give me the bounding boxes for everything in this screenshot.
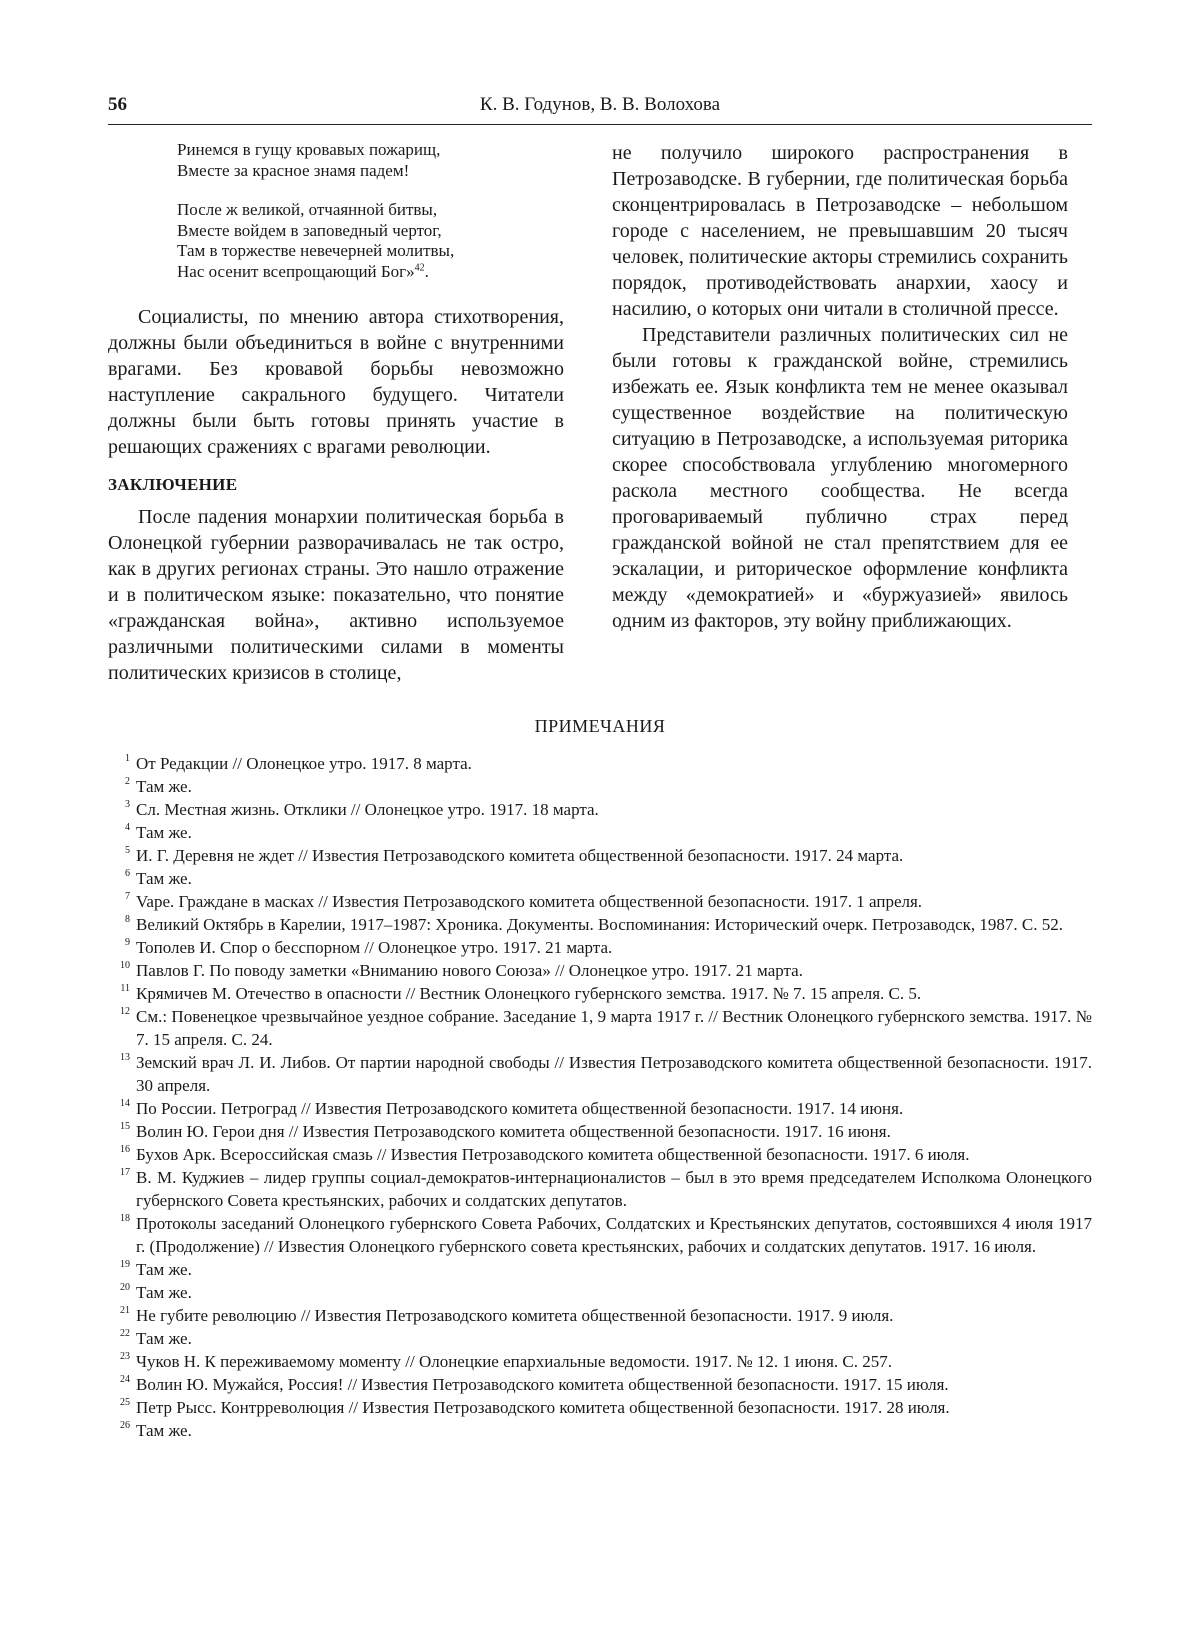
footnote-item	[108, 752, 1092, 775]
footnote-item	[108, 798, 1092, 821]
notes-list	[108, 752, 1092, 1442]
footnote-item	[108, 1327, 1092, 1350]
footnote-item	[108, 1166, 1092, 1212]
poem-line-end: .	[424, 261, 429, 281]
footnote-item	[108, 1212, 1092, 1258]
footnote-text: Не губите революцию // Известия Петрозаводского комитета общественной безопасности. 1917. 9 июля.	[136, 1306, 894, 1325]
footnote-number: 7	[125, 891, 130, 902]
footnote-text: Там же.	[136, 1329, 192, 1348]
footnote-item	[108, 1350, 1092, 1373]
footnote-item	[108, 1005, 1092, 1051]
footnote-item	[108, 936, 1092, 959]
footnote-item	[108, 1419, 1092, 1442]
footnote-text: Там же.	[136, 1260, 192, 1279]
poem-line-last	[177, 262, 564, 283]
footnote-number: 25	[120, 1397, 130, 1408]
footnote-number: 6	[125, 868, 130, 879]
section-heading: ЗАКЛЮЧЕНИЕ	[108, 475, 238, 494]
footnote-text: Великий Октябрь в Карелии, 1917–1987: Хроника. Документы. Воспоминания: Исторический очерк. Петрозаводск, 1987. С. 52.	[136, 915, 1064, 934]
footnote-text: См.: Повенецкое чрезвычайное уездное собрание. Заседание 1, 9 марта 1917 г. // Вестник Олонецкого губернского земства. 1917. № 7. 15 апреля. С. 24.	[136, 1007, 1092, 1049]
page-header	[108, 90, 1092, 125]
footnote-number: 14	[120, 1098, 130, 1109]
footnote-item	[108, 959, 1092, 982]
footnote-number: 17	[120, 1167, 130, 1178]
footnote-text: Земский врач Л. И. Либов. От партии народной свободы // Известия Петрозаводского комитета общественной безопасности. 1917. 30 апреля.	[136, 1053, 1092, 1095]
footnote-text: Павлов Г. По поводу заметки «Вниманию нового Союза» // Олонецкое утро. 1917. 21 марта.	[136, 961, 803, 980]
footnote-number: 24	[120, 1374, 130, 1385]
body-paragraph: После падения монархии политическая борьба в Олонецкой губернии разворачивалась не так остро, как в других регионах страны. Это нашло отражение и в политическом языке: показательно, что понятие «гражданская война», активно используемое различными политическими силами в моменты политических кризисов в столице,	[108, 506, 564, 684]
body-paragraph: Социалисты, по мнению автора стихотворения, должны были объединиться в войне с внутренними врагами. Без кровавой борьбы невозможно наступление сакрального будущего. Читатели должны были быть готовы принять участие в решающих сражениях с врагами революции.	[108, 306, 564, 458]
poem-stanza-1	[177, 140, 564, 181]
footnote-text: Волин Ю. Герои дня // Известия Петрозаводского комитета общественной безопасности. 1917. 16 июня.	[136, 1122, 891, 1141]
footnote-text: Крямичев М. Отечество в опасности // Вестник Олонецкого губернского земства. 1917. № 7. 15 апреля. С. 5.	[136, 984, 922, 1003]
footnote-item	[108, 1097, 1092, 1120]
footnote-number: 8	[125, 914, 130, 925]
footnote-item	[108, 867, 1092, 890]
footnote-number: 10	[120, 960, 130, 971]
poem-line: Вместе войдем в заповедный чертог,	[177, 220, 442, 240]
footnote-number: 3	[125, 799, 130, 810]
poem-line-text: Нас осенит всепрощающий Бог»	[177, 261, 415, 281]
footnote-text: Бухов Арк. Всероссийская смазь // Известия Петрозаводского комитета общественной безопасности. 1917. 6 июля.	[136, 1145, 970, 1164]
footnote-text: Vape. Граждане в масках // Известия Петрозаводского комитета общественной безопасности. 1917. 1 апреля.	[136, 892, 923, 911]
footnote-text: Волин Ю. Мужайся, Россия! // Известия Петрозаводского комитета общественной безопасности. 1917. 15 июля.	[136, 1375, 949, 1394]
footnote-item	[108, 1120, 1092, 1143]
poem-line: Там в торжестве невечерней молитвы,	[177, 241, 455, 260]
footnote-number: 18	[120, 1213, 130, 1224]
notes-title: ПРИМЕЧАНИЯ	[534, 716, 666, 736]
footnote-number: 15	[120, 1121, 130, 1132]
footnote-text: Протоколы заседаний Олонецкого губернского Совета Рабочих, Солдатских и Крестьянских депутатов, состоявшихся 4 июля 1917 г. (Продолжение) // Известия Олонецкого губернского совета крестьянских, рабочих и солдатских депутатов. 1917. 16 июля.	[136, 1214, 1092, 1256]
footnote-number: 13	[120, 1052, 130, 1063]
footnote-item	[108, 982, 1092, 1005]
footnote-item	[108, 1304, 1092, 1327]
footnote-text: Там же.	[136, 1421, 192, 1440]
footnote-item	[108, 1396, 1092, 1419]
left-column	[108, 140, 564, 686]
footnote-text: Тополев И. Спор о бесспорном // Олонецкое утро. 1917. 21 марта.	[136, 938, 613, 957]
footnote-text: Там же.	[136, 823, 192, 842]
body-paragraph: не получило широкого распространения в Петрозаводске. В губернии, где политическая борьба сконцентрировалась в Петрозаводске – небольшом городе с населением, не превышавшим 20 тысяч человек, политические акторы стремились сохранить порядок, противодействовать анархии, хаосу и насилию, о которых они читали в столичной прессе.	[612, 142, 1068, 320]
poem-line: Ринемся в гущу кровавых пожарищ,	[177, 140, 441, 159]
footnote-text: Петр Рысс. Контрреволюция // Известия Петрозаводского комитета общественной безопасности. 1917. 28 июля.	[136, 1398, 950, 1417]
footnote-item	[108, 913, 1092, 936]
poem-quote	[177, 140, 564, 282]
footnote-item	[108, 1051, 1092, 1097]
right-column	[612, 140, 1068, 634]
footnote-item	[108, 1258, 1092, 1281]
footnote-number: 26	[120, 1420, 130, 1431]
footnote-number: 1	[125, 753, 130, 764]
footnote-text: Там же.	[136, 1283, 192, 1302]
running-title: К. В. Годунов, В. В. Волохова	[479, 94, 721, 115]
footnote-number: 19	[120, 1259, 130, 1270]
footnote-number: 16	[120, 1144, 130, 1155]
footnote-text: Там же.	[136, 869, 192, 888]
footnote-number: 4	[125, 822, 130, 833]
footnote-text: И. Г. Деревня не ждет // Известия Петрозаводского комитета общественной безопасности. 1917. 24 марта.	[136, 846, 904, 865]
poem-line: После ж великой, отчаянной битвы,	[177, 200, 438, 219]
footnote-number: 22	[120, 1328, 130, 1339]
footnote-item	[108, 775, 1092, 798]
footnote-item	[108, 1143, 1092, 1166]
footnote-text: По России. Петроград // Известия Петрозаводского комитета общественной безопасности. 1917. 14 июня.	[136, 1099, 904, 1118]
footnote-item	[108, 844, 1092, 867]
footnote-item	[108, 821, 1092, 844]
footnote-number: 23	[120, 1351, 130, 1362]
footnote-number: 21	[120, 1305, 130, 1316]
footnote-text: Чуков Н. К переживаемому моменту // Олонецкие епархиальные ведомости. 1917. № 12. 1 июня. С. 257.	[136, 1352, 892, 1371]
footnote-number: 20	[120, 1282, 130, 1293]
body-paragraph: Представители различных политических сил не были готовы к гражданской войне, стремились избежать ее. Язык конфликта тем не менее оказывал существенное воздействие на политическую ситуацию в Петрозаводске, а используемая риторика скорее способствовала углублению многомерного раскола местного сообщества. Не всегда проговариваемый публично страх перед гражданской войной не стал препятствием для ее эскалации, и риторическое оформление конфликта между «демократией» и «буржуазией» явилось одним из факторов, эту войну приближающих.	[612, 324, 1068, 632]
footnote-text: Там же.	[136, 777, 192, 796]
footnote-text: От Редакции // Олонецкое утро. 1917. 8 марта.	[136, 754, 472, 773]
page-number: 56	[108, 94, 127, 115]
footnote-number: 2	[125, 776, 130, 787]
footnote-ref: 42	[414, 261, 425, 273]
footnote-number: 9	[125, 937, 130, 948]
poem-line: Вместе за красное знамя падем!	[177, 160, 410, 180]
footnote-number: 5	[125, 845, 130, 856]
footnote-text: Сл. Местная жизнь. Отклики // Олонецкое утро. 1917. 18 марта.	[136, 800, 599, 819]
footnote-item	[108, 1281, 1092, 1304]
footnote-item	[108, 1373, 1092, 1396]
footnote-item	[108, 890, 1092, 913]
footnote-number: 11	[120, 983, 130, 994]
footnote-number: 12	[120, 1006, 130, 1017]
footnote-text: В. М. Куджиев – лидер группы социал-демократов-интернационалистов – был в это время председателем Исполкома Олонецкого губернского Совета крестьянских, рабочих и солдатских депутатов.	[136, 1168, 1092, 1210]
poem-stanza-2	[177, 200, 564, 282]
